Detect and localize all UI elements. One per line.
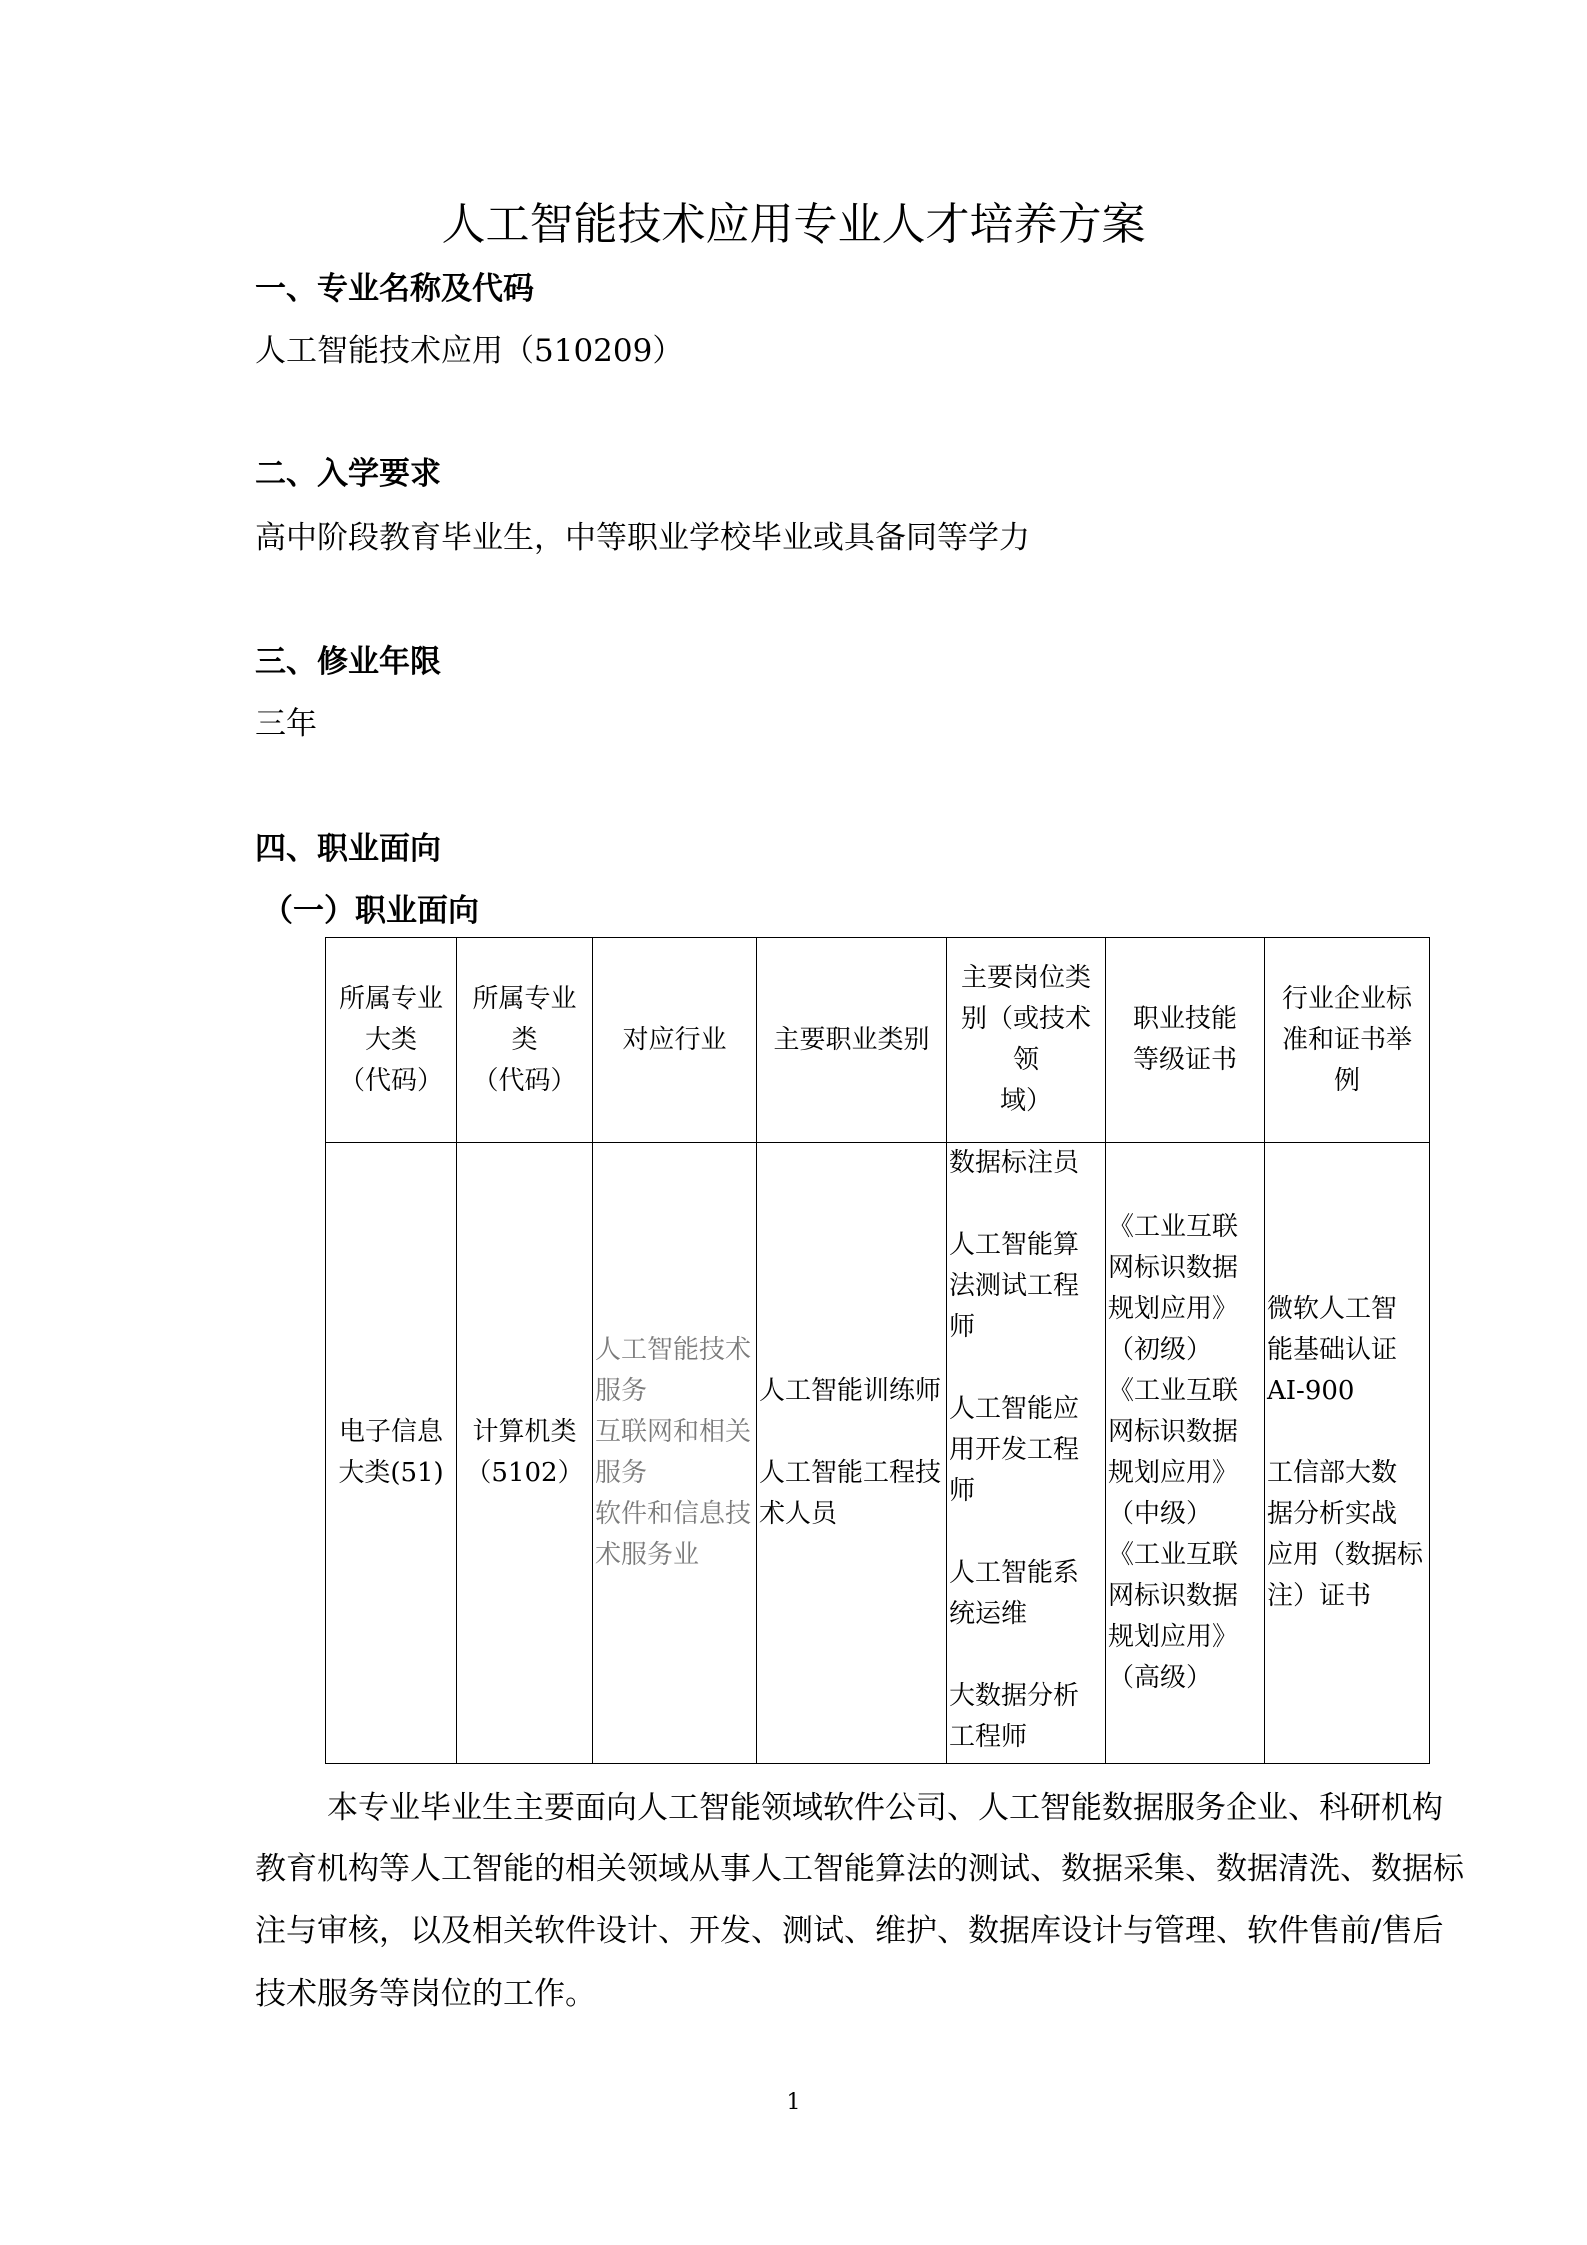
cell-industry: 人工智能技术 服务 互联网和相关 服务 软件和信息技 术服务业 xyxy=(593,1143,757,1764)
cell-major-category: 计算机类 （5102） xyxy=(457,1143,593,1764)
cell-occupation: 人工智能训练师 人工智能工程技 术人员 xyxy=(757,1143,947,1764)
section-4-subheading: （一）职业面向 xyxy=(262,893,479,929)
header-major-category: 所属专业 类 （代码） xyxy=(457,938,593,1143)
header-positions: 主要岗位类 别（或技术领 域） xyxy=(947,938,1106,1143)
paragraph-line: 教育机构等人工智能的相关领域从事人工智能算法的测试、数据采集、数据清洗、数据标 xyxy=(255,1851,1464,1887)
section-3-heading: 三、修业年限 xyxy=(255,644,441,680)
cell-skill-certificates: 《工业互联 网标识数据 规划应用》 （初级） 《工业互联 网标识数据 规划应用》 （中级） 《工业互联 网标识数据 规划应用》 （高级） xyxy=(1106,1143,1265,1764)
header-skill-certificate: 职业技能 等级证书 xyxy=(1106,938,1265,1143)
section-2-content: 高中阶段教育毕业生，中等职业学校毕业或具备同等学力 xyxy=(255,520,1030,556)
table-row xyxy=(326,1143,1430,1764)
cell-industry-certificates: 微软人工智 能基础认证 AI-900 工信部大数 据分析实战 应用（数据标 注）证书 xyxy=(1265,1143,1430,1764)
occupation-table xyxy=(325,937,1430,1764)
cell-major-class: 电子信息 大类(51) xyxy=(326,1143,457,1764)
paragraph-line: 注与审核，以及相关软件设计、开发、测试、维护、数据库设计与管理、软件售前/售后 xyxy=(255,1913,1444,1949)
section-2-heading: 二、入学要求 xyxy=(255,456,441,492)
page-number: 1 xyxy=(786,2090,801,2115)
header-occupation: 主要职业类别 xyxy=(757,938,947,1143)
page-title: 人工智能技术应用专业人才培养方案 xyxy=(441,199,1146,250)
section-4-heading: 四、职业面向 xyxy=(255,831,441,867)
header-industry-standard: 行业企业标 准和证书举 例 xyxy=(1265,938,1430,1143)
paragraph-line: 本专业毕业生主要面向人工智能领域软件公司、人工智能数据服务企业、科研机构 xyxy=(327,1790,1443,1826)
section-3-content: 三年 xyxy=(255,706,317,742)
table-header-row xyxy=(326,938,1430,1143)
cell-positions: 数据标注员 人工智能算 法测试工程 师 人工智能应 用开发工程 师 人工智能系 统运维 大数据分析 工程师 xyxy=(947,1143,1106,1764)
section-1-content: 人工智能技术应用（510209） xyxy=(255,333,684,369)
header-industry: 对应行业 xyxy=(593,938,757,1143)
section-1-heading: 一、专业名称及代码 xyxy=(255,271,534,307)
paragraph-line: 技术服务等岗位的工作。 xyxy=(255,1976,596,2012)
header-major-class: 所属专业 大类 （代码） xyxy=(326,938,457,1143)
